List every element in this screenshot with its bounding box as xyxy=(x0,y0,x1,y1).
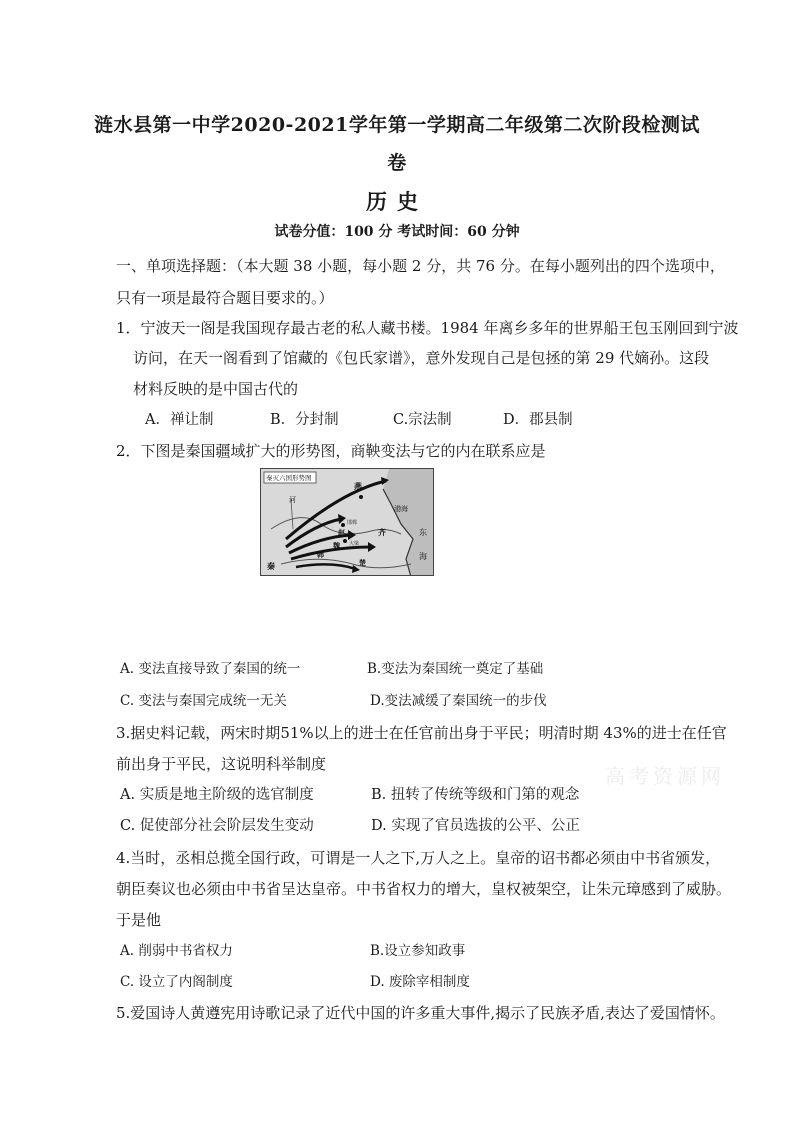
q4-option-b: B.设立参知政事 xyxy=(370,943,466,959)
map-label-dong: 东 xyxy=(419,528,427,537)
q3-option-b: B. 扭转了传统等级和门第的观念 xyxy=(371,787,580,803)
qin-unification-map xyxy=(260,468,434,576)
arrow-head-wei xyxy=(348,530,356,540)
q2-option-a: A. 变法直接导致了秦国的统一 xyxy=(120,661,301,677)
q4-stem-line3: 于是他 xyxy=(116,911,162,929)
q3-option-c: C. 促使部分社会阶层发生变动 xyxy=(120,818,314,834)
map-label-yan: 燕 xyxy=(354,481,362,491)
q2-option-b: B.变法为秦国统一奠定了基础 xyxy=(367,661,544,677)
q4-stem-line1: 4.当时，丞相总揽全国行政，可谓是一人之下,万人之上。皇帝的诏书都必须由中书省颁发， xyxy=(116,849,721,867)
map-label-qin: 秦 xyxy=(267,561,275,571)
attack-arrow-chu xyxy=(296,564,356,569)
map-title-text: 秦灭六国形势图 xyxy=(266,474,312,482)
q2-option-c: C. 变法与秦国完成统一无关 xyxy=(120,693,287,709)
capital-yan-dot xyxy=(359,495,363,499)
map-label-hai: 海 xyxy=(419,552,427,561)
map-label-handan: 邯郸 xyxy=(347,520,358,526)
capital-daliang-dot xyxy=(343,539,347,543)
map-label-chu: 楚 xyxy=(359,558,366,567)
attack-arrow-yan xyxy=(286,481,386,539)
q1-option-b: B．分封制 xyxy=(270,412,339,428)
watermark-text: 高考资源网 xyxy=(605,764,725,788)
section-instruction-line1: 一、单项选择题：（本大题 38 小题，每小题 2 分，共 76 分。在每小题列出的四个选项中， xyxy=(116,257,725,275)
q2-option-d: D.变法减缓了秦国统一的步伐 xyxy=(370,693,547,709)
map-label-qi: 齐 xyxy=(378,527,386,537)
q3-stem-line2: 前出身于平民，这说明科举制度 xyxy=(116,755,327,773)
q5-stem-line1: 5.爱国诗人黄遵宪用诗歌记录了近代中国的许多重大事件,揭示了民族矛盾,表达了爱国情怀。 xyxy=(116,1004,725,1022)
q3-stem-line1: 3.据史料记载，两宋时期51%以上的进士在任官前出身于平民；明清时期 43%的进士在任官 xyxy=(116,724,727,742)
map-label-wei: 魏 xyxy=(333,541,340,550)
q1-stem-line2: 访问，在天一阁看到了馆藏的《包氏家谱》，意外发现自己是包拯的第 29 代嫡孙。这段 xyxy=(133,349,710,367)
arrow-head-qi xyxy=(368,542,376,552)
exam-meta: 试卷分值：100 分 考试时间：60 分钟 xyxy=(274,224,520,240)
q4-option-a: A. 削弱中书省权力 xyxy=(120,943,233,959)
map-label-he: 河 xyxy=(289,496,296,504)
exam-title-line1: 涟水县第一中学2020-2021学年第一学期高二年级第二次阶段检测试 xyxy=(94,114,700,136)
q4-stem-line2: 朝臣奏议也必须由中书省呈达皇帝。中书省权力的增大，皇权被架空，让朱元璋感到了威胁。 xyxy=(116,880,732,898)
map-label-daliang: 大梁 xyxy=(349,541,360,547)
exam-title-line2: 卷 xyxy=(387,152,407,174)
capital-handan-dot xyxy=(341,523,345,527)
map-label-han: 韩 xyxy=(317,550,324,559)
q1-option-c: C.宗法制 xyxy=(393,412,452,428)
q3-option-a: A. 实质是地主阶级的选官制度 xyxy=(120,787,314,803)
q1-stem-line3: 材料反映的是中国古代的 xyxy=(133,380,299,398)
map-label-zhao: 赵 xyxy=(338,528,345,537)
arrow-head-zhao xyxy=(338,514,346,524)
subject-title: 历史 xyxy=(366,189,428,214)
q1-option-d: D．郡县制 xyxy=(503,412,573,428)
q4-option-c: C. 设立了内阁制度 xyxy=(120,974,233,990)
q3-option-d: D. 实现了官员选拔的公平、公正 xyxy=(371,818,580,834)
q2-stem-line1: 2．下图是秦国疆域扩大的形势图，商鞅变法与它的内在联系应是 xyxy=(116,442,546,460)
q1-option-a: A．禅让制 xyxy=(145,412,214,428)
section-instruction-line2: 只有一项是最符合题目要求的。） xyxy=(116,289,334,307)
map-graphic xyxy=(261,469,434,576)
q4-option-d: D. 废除宰相制度 xyxy=(370,974,470,990)
map-label-bohai: 渤海 xyxy=(394,505,408,513)
q1-stem-line1: 1．宁波天一阁是我国现存最古老的私人藏书楼。1984 年离乡多年的世界船王包玉刚回到宁波 xyxy=(116,319,739,337)
